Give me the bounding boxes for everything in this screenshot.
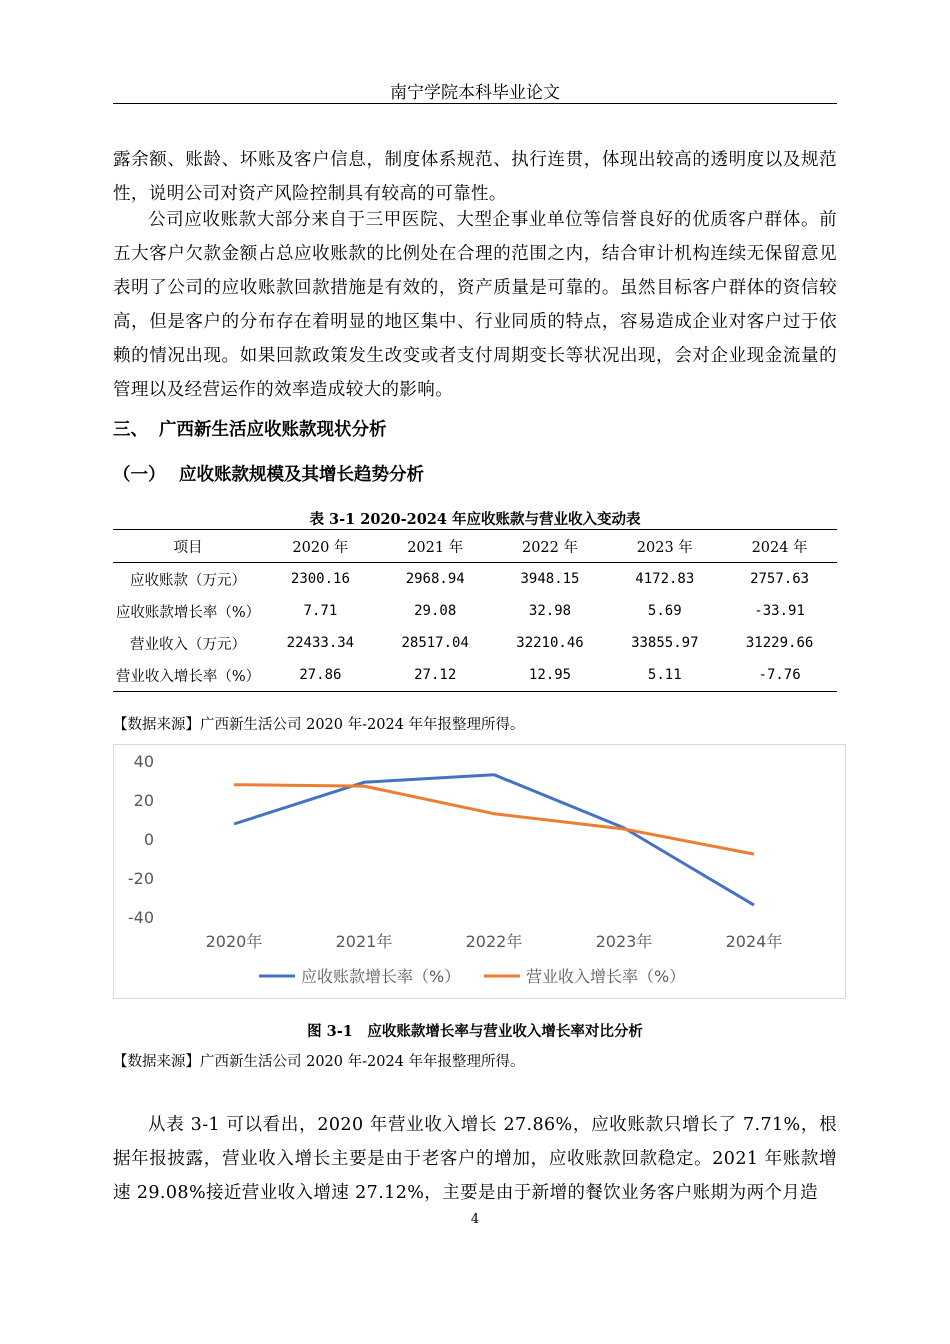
x-tick-label: 2021年 [335, 932, 393, 951]
series-line-2 [234, 785, 754, 854]
table-header-cell: 2024 年 [751, 539, 808, 556]
table-cell: 2300.16 [290, 571, 350, 587]
table-header-cell: 项目 [173, 539, 203, 556]
row-label: 营业收入（万元） [130, 636, 246, 653]
data-table [113, 529, 837, 692]
y-tick-label: -20 [127, 869, 154, 888]
chart-frame [113, 744, 846, 999]
table-row [113, 595, 837, 627]
row-label: 营业收入增长率（%） [115, 668, 261, 685]
table-source-note: 【数据来源】广西新生活公司 2020 年-2024 年年报整理所得。 [113, 717, 525, 733]
table-cell: 5.11 [647, 667, 682, 683]
x-tick-label: 2023年 [595, 932, 653, 951]
table-header-cell: 2020 年 [292, 539, 349, 556]
paragraph-continued: 露余额、账龄、坏账及客户信息，制度体系规范、执行连贯，体现出较高的透明度以及规范性，说明公司对资产风险控制具有较高的可靠性。 [113, 150, 837, 204]
page-header: 南宁学院本科毕业论文 [390, 83, 560, 103]
paragraph-customers: 公司应收账款大部分来自于三甲医院、大型企事业单位等信誉良好的优质客户群体。前五大客户欠款金额占总应收账款的比例处在合理的范围之内，结合审计机构连续无保留意见表明了公司的应收账款回款措施是有效的，资产质量是可靠的。虽然目标客户群体的资信较高，但是客户的分布存在着明显的地区集中、行业同质的特点，容易造成企业对客户过于依赖的情况出现。如果回款政策发生改变或者支付周期变长等状况出现，会对企业现金流量的管理以及经营运作的效率造成较大的影响。 [113, 210, 837, 400]
table-cell: 31229.66 [745, 635, 814, 651]
header-rule [113, 103, 837, 104]
table-cell: 32210.46 [516, 635, 584, 651]
table-cell: 28517.04 [401, 635, 469, 651]
paragraph-analysis: 从表 3-1 可以看出，2020 年营业收入增长 27.86%，应收账款只增长了 7.71%，根据年报披露，营业收入增长主要是由于老客户的增加，应收账款回款稳定。2021 年账款增速 29.08%接近营业收入增速 27.12%，主要是由于新增的餐饮业务客户账期为两个月造 [113, 1115, 837, 1203]
table-cell: 22433.34 [286, 635, 355, 651]
subsection-title: 应收账款规模及其增长趋势分析 [179, 465, 424, 485]
table-cell: 12.95 [528, 667, 572, 683]
y-tick-label: -40 [127, 908, 154, 927]
table-cell: 7.71 [303, 603, 338, 619]
figure-caption: 图 3-1 应收账款增长率与营业收入增长率对比分析 [307, 1023, 643, 1040]
y-tick-label: 0 [143, 830, 154, 849]
table-row [113, 627, 837, 659]
y-tick-label: 40 [133, 752, 154, 771]
table-header-cell: 2022 年 [521, 539, 578, 556]
table-cell: 27.12 [414, 667, 457, 683]
page-number: 4 [470, 1212, 480, 1227]
table-cell: 33855.97 [631, 635, 699, 651]
section-heading [113, 416, 387, 441]
table-cell: 2757.63 [750, 571, 810, 587]
figure-source-note: 【数据来源】广西新生活公司 2020 年-2024 年年报整理所得。 [113, 1054, 525, 1070]
table-row [113, 563, 837, 596]
x-tick-label: 2024年 [725, 932, 783, 951]
x-tick-label: 2022年 [465, 932, 523, 951]
table-row [113, 659, 837, 692]
x-tick-label: 2020年 [205, 932, 263, 951]
section-number: 三、 [113, 420, 148, 440]
table-header-cell: 2021 年 [407, 539, 464, 556]
section-title: 广西新生活应收账款现状分析 [159, 420, 387, 440]
table-cell: 4172.83 [635, 571, 695, 587]
table-cell: 2968.94 [405, 571, 465, 587]
table-header-cell: 2023 年 [636, 539, 693, 556]
subsection-heading [113, 461, 424, 486]
table-cell: -33.91 [754, 603, 805, 619]
legend-label-1: 应收账款增长率（%） [301, 967, 461, 986]
table-cell: 29.08 [414, 603, 457, 619]
row-label: 应收账款（万元） [130, 572, 246, 589]
row-label: 应收账款增长率（%） [115, 604, 261, 621]
table-cell: 3948.15 [520, 571, 580, 587]
line-chart [114, 745, 845, 998]
subsection-number: （一） [113, 465, 166, 485]
table-cell: 27.86 [299, 667, 342, 683]
table-cell: 32.98 [528, 603, 572, 619]
legend-label-2: 营业收入增长率（%） [526, 967, 686, 986]
table-caption: 表 3-1 2020-2024 年应收账款与营业收入变动表 [309, 511, 641, 528]
table-header-row [113, 530, 837, 563]
table-cell: -7.76 [758, 667, 801, 683]
y-tick-label: 20 [133, 791, 154, 810]
table-cell: 5.69 [647, 603, 682, 619]
